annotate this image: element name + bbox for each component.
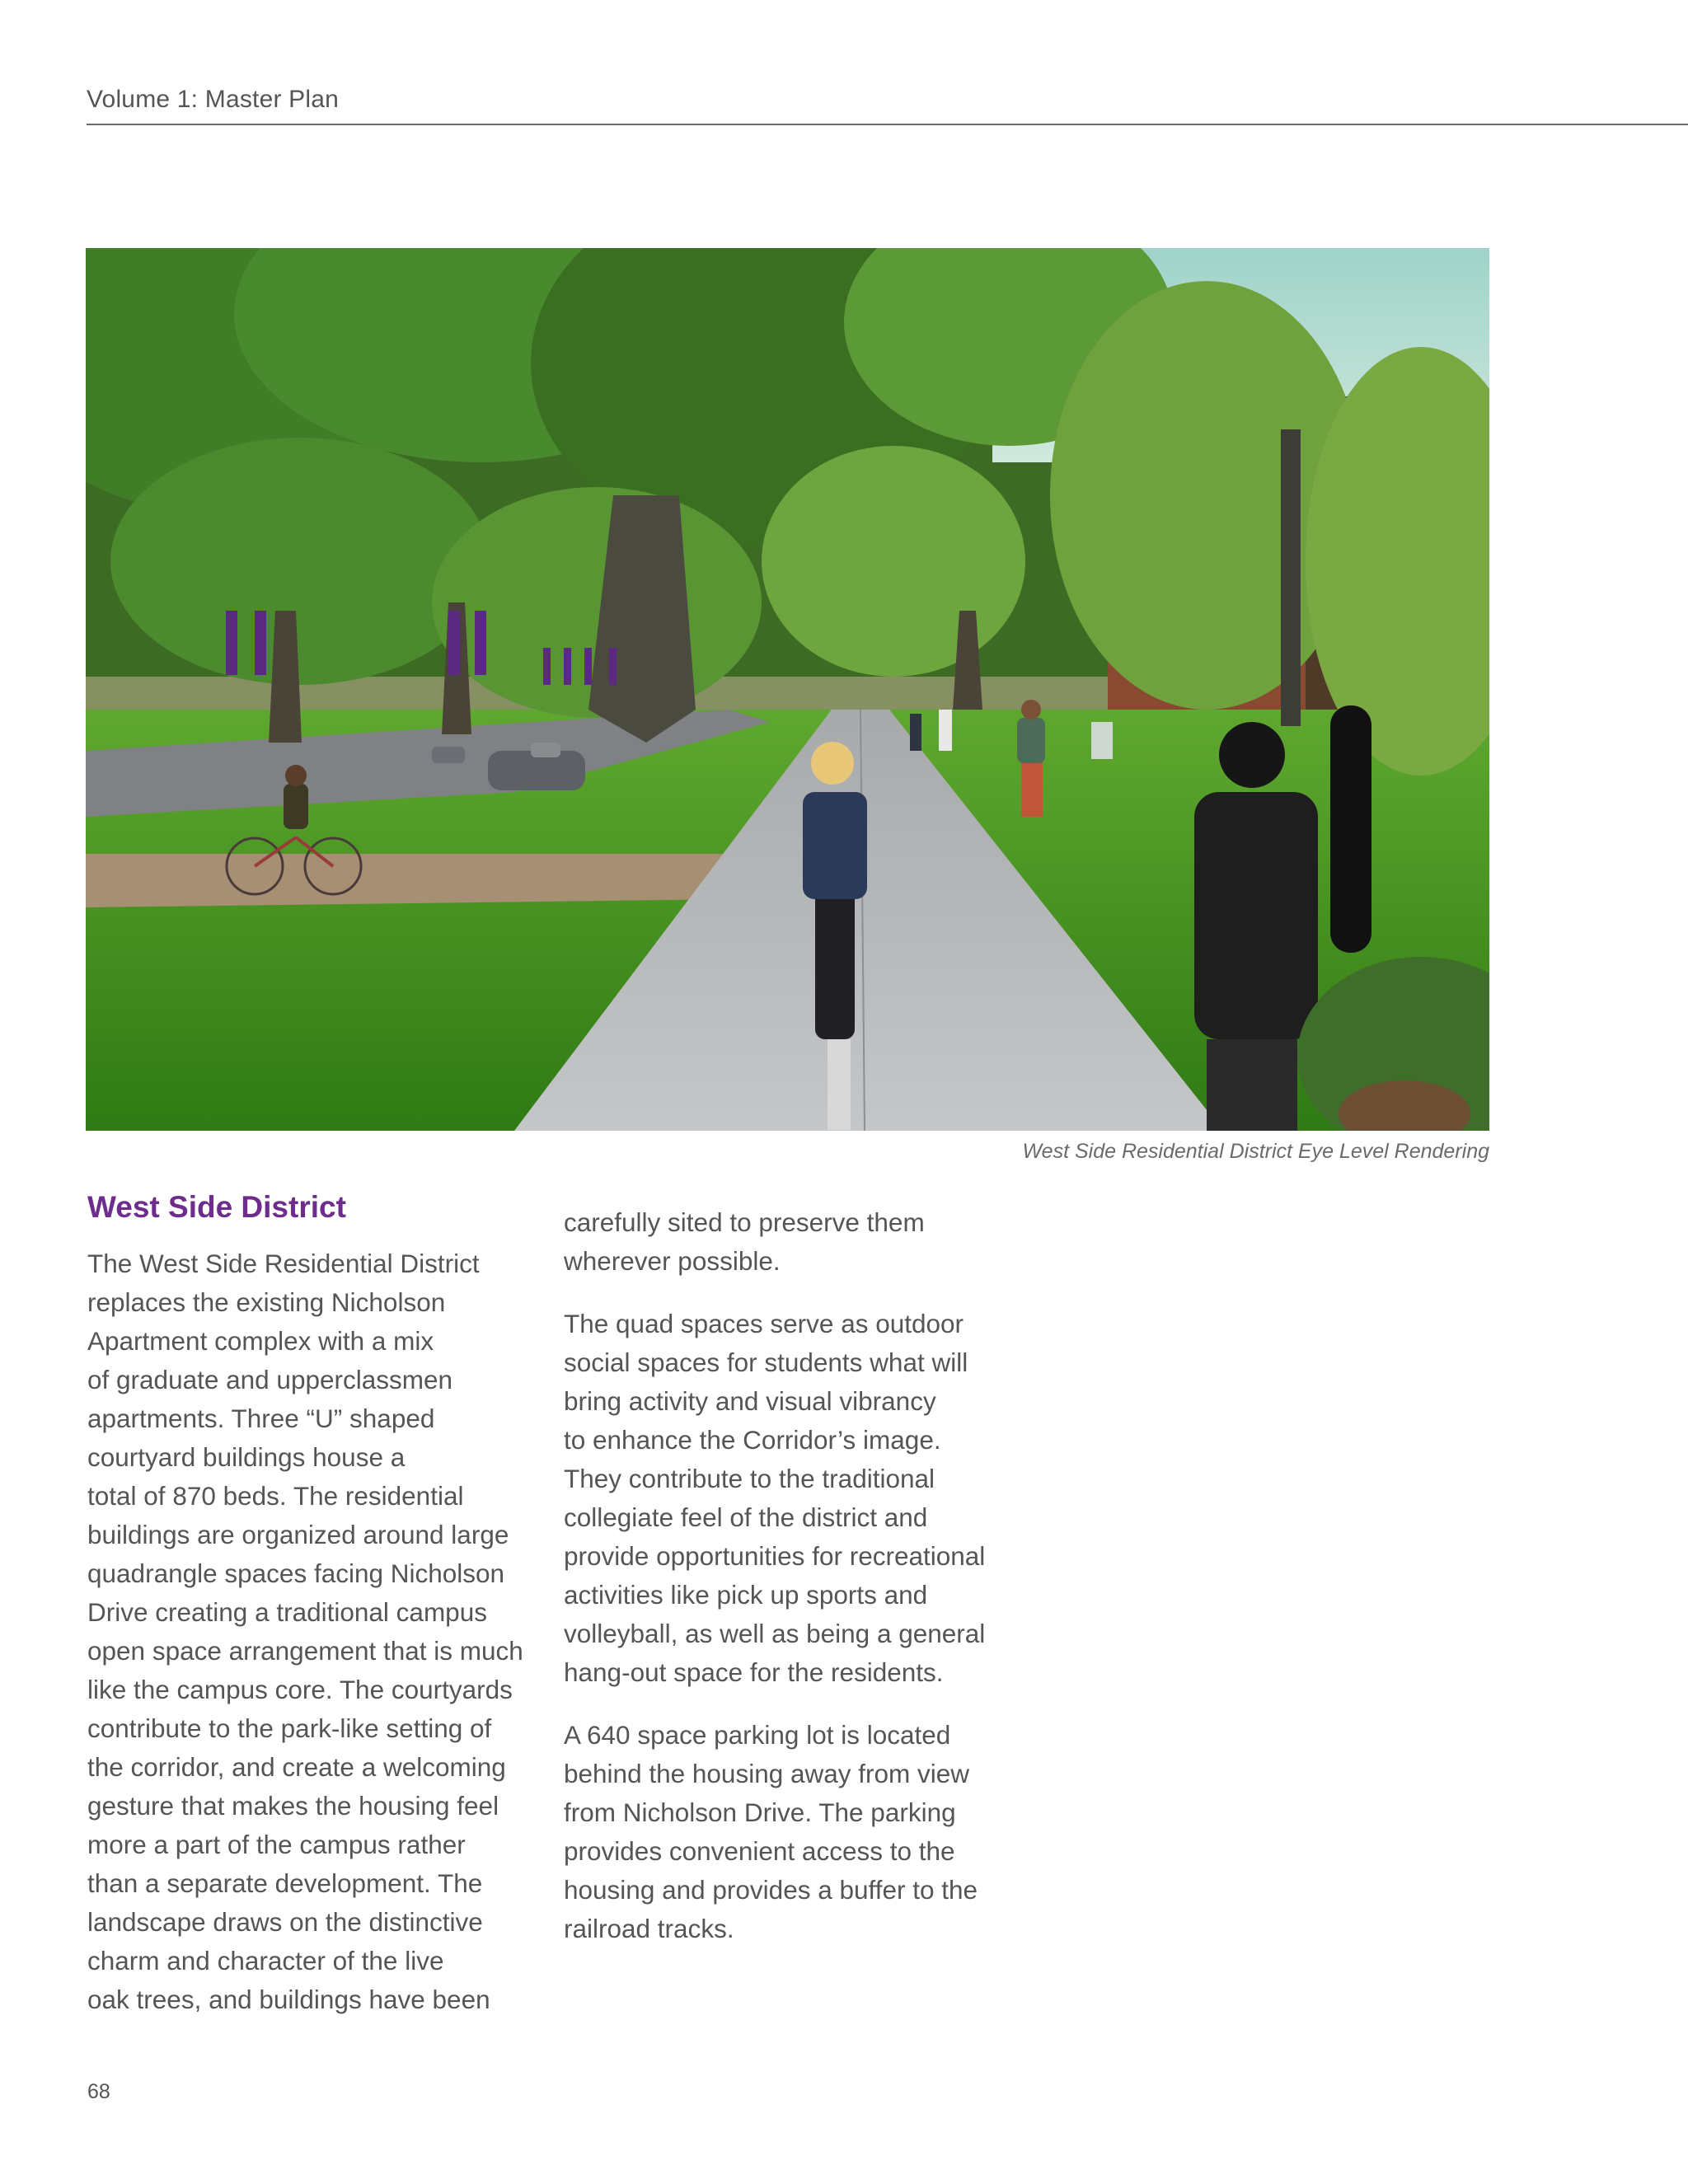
section-title: West Side District <box>87 1190 346 1224</box>
text-line: contribute to the park-like setting of <box>87 1713 492 1743</box>
text-line: activities like pick up sports and <box>564 1580 928 1610</box>
text-line: volleyball, as well as being a general <box>564 1619 986 1648</box>
text-line: social spaces for students what will <box>564 1347 968 1377</box>
text-line: Apartment complex with a mix <box>87 1326 434 1356</box>
text-line: bring activity and visual vibrancy <box>564 1386 936 1416</box>
text-line: gesture that makes the housing feel <box>87 1791 499 1821</box>
text-line: collegiate feel of the district and <box>564 1502 928 1532</box>
eye-level-rendering-image <box>86 248 1489 1131</box>
text-line: apartments. Three “U” shaped <box>87 1404 435 1433</box>
text-line: They contribute to the traditional <box>564 1464 935 1493</box>
text-line: more a part of the campus rather <box>87 1830 466 1859</box>
text-line: total of 870 beds. The residential <box>87 1481 464 1511</box>
text-line: wherever possible. <box>564 1246 781 1276</box>
text-line: hang-out space for the residents. <box>564 1657 944 1687</box>
running-header: Volume 1: Master Plan <box>87 86 340 113</box>
header-rule <box>87 124 1688 125</box>
text-line: housing and provides a buffer to the <box>564 1875 978 1905</box>
text-line: oak trees, and buildings have been <box>87 1985 490 2014</box>
body-paragraph <box>87 1244 549 2019</box>
text-line: carefully sited to preserve them <box>564 1207 925 1237</box>
left-text-column <box>87 1244 549 2019</box>
text-line: buildings are organized around large <box>87 1520 509 1549</box>
rendering-illustration <box>86 248 1489 1131</box>
text-line: courtyard buildings house a <box>87 1442 406 1472</box>
body-paragraph <box>564 1716 1025 1948</box>
text-line: quadrangle spaces facing Nicholson <box>87 1558 505 1588</box>
text-line: charm and character of the live <box>87 1946 444 1975</box>
text-line: provide opportunities for recreational <box>564 1541 986 1571</box>
body-paragraph <box>564 1203 1025 1281</box>
text-line: Drive creating a traditional campus <box>87 1597 487 1627</box>
text-line: The West Side Residential District <box>87 1249 480 1278</box>
text-line: railroad tracks. <box>564 1914 734 1943</box>
text-line: landscape draws on the distinctive <box>87 1907 483 1937</box>
text-line: of graduate and upperclassmen <box>87 1365 453 1394</box>
text-line: from Nicholson Drive. The parking <box>564 1797 956 1827</box>
text-line: than a separate development. The <box>87 1868 483 1898</box>
text-line: the corridor, and create a welcoming <box>87 1752 506 1782</box>
text-line: to enhance the Corridor’s image. <box>564 1425 941 1455</box>
text-line: open space arrangement that is much <box>87 1636 523 1666</box>
text-line: provides convenient access to the <box>564 1836 955 1866</box>
text-line: like the campus core. The courtyards <box>87 1675 513 1704</box>
figure-caption: West Side Residential District Eye Level Rendering <box>1022 1140 1489 1163</box>
text-line: behind the housing away from view <box>564 1759 970 1788</box>
text-line: A 640 space parking lot is located <box>564 1720 951 1750</box>
text-line: The quad spaces serve as outdoor <box>564 1309 964 1338</box>
text-line: replaces the existing Nicholson <box>87 1287 446 1317</box>
page-number: 68 <box>87 2080 110 2103</box>
body-paragraph <box>564 1305 1025 1692</box>
right-text-column <box>564 1203 1025 1948</box>
